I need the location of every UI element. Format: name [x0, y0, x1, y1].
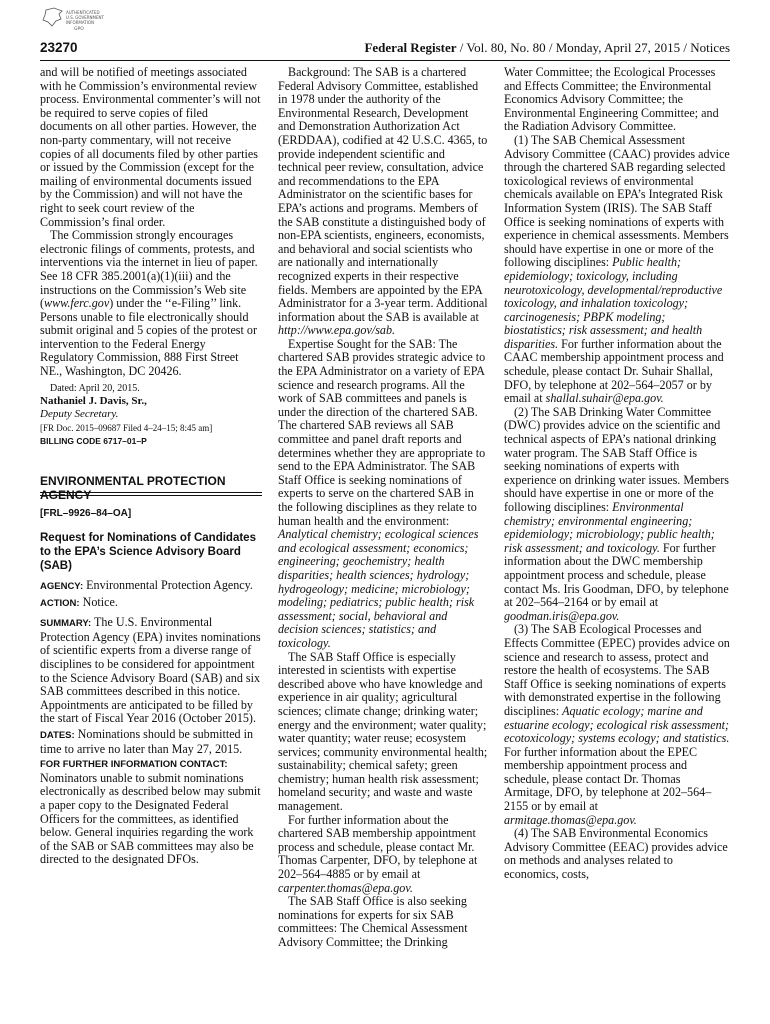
shallal-email[interactable]: shallal.suhair@epa.gov. [545, 391, 664, 406]
ferc-link[interactable]: www.ferc.gov [44, 296, 110, 311]
journal-name: Federal Register [364, 40, 457, 55]
fr-doc-line: [FR Doc. 2015–09687 Filed 4–24–15; 8:45 am] [40, 422, 213, 433]
epec-para: (3) The SAB Ecological Processes and Effects Committee (EPEC) provides advice on science and research to assess, protect and restore the health of ecosystems. The SAB Staff Office is seeking nominations of experts with demonstrated expertise in the following disciplines: Aquatic ecology; marine and estuarine ecology; ecological risk assessment; ecotoxicology; systems ecology; and statistics. For further information about the EPEC membership appointment process and schedule, please contact Dr. Thomas Armitage, DFO, by telephone at 202–564–2155 or by email at armitage.thomas@epa.gov. [504, 622, 730, 827]
c1-para-2: The Commission strongly encourages electronic filings of comments, protests, and interventions via the internet in lieu of paper. See 18 CFR 385.2001(a)(1)(iii) and the instructions on the Commission’s Web site (www.ferc.gov) under the ‘‘e-Filing’’ link. Persons unable to file electronically should submit original and 5 copies of the protest or intervention to the Federal Energy Regulatory Commission, 888 First Street NE., Washington, DC 20426. [40, 228, 258, 379]
armitage-email[interactable]: armitage.thomas@epa.gov. [504, 812, 637, 827]
frl-number: [FRL–9926–84–OA] [40, 508, 132, 520]
logo-line-1: AUTHENTICATED [66, 10, 100, 15]
page-number: 23270 [40, 40, 78, 55]
goodman-email[interactable]: goodman.iris@epa.gov. [504, 608, 620, 623]
logo-line-3: INFORMATION [66, 20, 95, 25]
gpo-authentication-logo [40, 6, 120, 36]
issue-info: / Vol. 80, No. 80 / Monday, April 27, 2015 / Notices [456, 40, 730, 55]
committees-para: The SAB Staff Office is also seeking nominations for experts for six SAB committees: The Chemical Assessment Advisory Committee; the Drinking [278, 894, 468, 949]
section-rule-1 [40, 492, 262, 493]
running-head [364, 40, 730, 56]
contact-para: For further information about the chartered SAB membership appointment process and schedule, please contact Mr. Thomas Carpenter, DFO, by telephone at 202–564–4885 or by email at carpenter.thomas@epa.gov. [278, 812, 478, 895]
caac-para: (1) The SAB Chemical Assessment Advisory Committee (CAAC) provides advice through the chartered SAB regarding selected toxicological reviews of environmental chemicals available on EPA’s Integrated Risk Information System (IRIS). The SAB Staff Office is seeking nominations of experts with experience in chemical assessments. Members should have expertise in one or more of the following disciplines: Public health; epidemiology; toxicology, including neurotoxicology, developmental/reproductive toxicology, and inhalation toxicology; carcinogenesis; PBPK modeling; biostatistics; risk assessment; and health disparities. For further information about the CAAC membership appointment process and schedule, please contact Dr. Suhair Shallal, DFO, by telephone at 202–564–2057 or by email at shallal.suhair@epa.gov. [504, 132, 730, 406]
fic-para: Nominators unable to submit nominations electronically as described below may submit a paper copy to the Designated Federal Officers for the committees, as identified below. General inquiries regarding the work of the SAB or SAB committees may also be directed to the designated DFOs. [40, 770, 261, 867]
section-rule-2 [40, 495, 262, 496]
header-rule [40, 60, 730, 61]
page-header [40, 40, 730, 60]
agency-heading: ENVIRONMENTAL PROTECTION AGENCY [40, 474, 226, 503]
signer-title: Deputy Secretary. [40, 408, 119, 421]
summary-para: SUMMARY: The U.S. Environmental Protection Agency (EPA) invites nominations of scientific experts from a diverse range of disciplines to be considered for appointment to the Science Advisory Board (SAB) and six SAB committees described in this notice. Appointments are anticipated to be filled by the start of Fiscal Year 2016 (October 2015). [40, 615, 261, 726]
c3-para-1: Water Committee; the Ecological Processes and Effects Committee; the Environmental Economics Advisory Committee; the Environmental Engineering Committee; and the Radiation Advisory Committee. [504, 65, 719, 134]
eeac-para: (4) The SAB Environmental Economics Advisory Committee (EEAC) provides advice on methods and analyses related to economics, costs, [504, 826, 728, 882]
billing-code: BILLING CODE 6717–01–P [40, 435, 147, 446]
fic-label: FOR FURTHER INFORMATION CONTACT: [40, 759, 228, 771]
sab-link[interactable]: http://www.epa.gov/sab. [278, 323, 396, 338]
dwc-para: (2) The SAB Drinking Water Committee (DWC) provides advice on the scientific and technical aspects of EPA’s national drinking water program. The SAB Staff Office is seeking nominations of experts with experience on drinking water issues. Members should have expertise in one or more of the following disciplines: Environmental chemistry; environmental engineering; epidemiology; microbiology; public health; risk assessment; and toxicology. For further information about the DWC membership appointment process and schedule, please contact Ms. Iris Goodman, DFO, by telephone at 202–564–2164 or by email at goodman.iris@epa.gov. [504, 404, 730, 623]
notice-title: Request for Nominations of Candidates to the EPA’s Science Advisory Board (SAB) [40, 532, 256, 573]
eagle-emblem [43, 8, 62, 26]
column-3 [504, 66, 730, 882]
column-1 [40, 66, 262, 867]
action-line: ACTION: Notice. [40, 594, 118, 609]
signer-name: Nathaniel J. Davis, Sr., [40, 394, 147, 407]
agency-line: AGENCY: Environmental Protection Agency. [40, 578, 253, 593]
expertise-para: Expertise Sought for the SAB: The chartered SAB provides strategic advice to the EPA Administrator on a variety of EPA science and research programs. All the work of SAB committees and panels is under the direction of the chartered SAB. The chartered SAB reviews all SAB committee and panel draft reports and determines whether they are appropriate to send to the EPA Administrator. The SAB Staff Office is seeking nominations of experts to serve on the chartered SAB in the following disciplines as they relate to human health and the environment: Analytical chemistry; ecological sciences and ecological assessment; economics; engineering; geochemistry; health disparities; health sciences; hydrology; hydrogeology; medicine; microbiology; modeling; pediatrics; public health; risk assessment; social, behavioral and decision sciences; statistics; and toxicology. [278, 336, 486, 650]
column-2 [278, 66, 488, 950]
interest-para: The SAB Staff Office is especially interested in scientists with expertise described above who have knowledge and experience in air quality; agricultural sciences; climate change; drinking water; energy and the environment; water quality; water quantity; water reuse; ecosystem services; community environmental health; sustainability; chemical safety; green chemistry; human health risk assessment; homeland security; and waste and waste management. [278, 649, 488, 814]
carpenter-email[interactable]: carpenter.thomas@epa.gov. [278, 880, 413, 895]
dates-para: DATES: Nominations should be submitted in time to arrive no later than May 27, 2015. [40, 726, 254, 756]
background-para: Background: The SAB is a chartered Federal Advisory Committee, established in 1978 under the authority of the Environmental Research, Development and Demonstration Authorization Act (ERDDAA), codified at 42 U.S.C. 4365, to provide independent scientific and technical peer review, consultation, advice and recommendations to the EPA Administrator on the scientific bases for EPA’s actions and programs. Members of the SAB constitute a distinguished body of non-EPA scientists, engineers, economists, and behavioral and social scientists who are nationally and internationally recognized experts in their respective fields. Members are appointed by the EPA Administrator for a 3-year term. Additional information about the SAB is available at http://www.epa.gov/sab. [278, 65, 488, 338]
dated-line: Dated: April 20, 2015. [50, 382, 140, 394]
logo-line-4: GPO [74, 27, 84, 32]
logo-line-2: U.S. GOVERNMENT [66, 15, 104, 20]
c1-para-1: and will be notified of meetings associated with he Commission’s environmental review process. Environmental commenter’s will not be required to serve copies of filed documents on all other parties. However, the non-party commentary, will not receive copies of all documents filed by other parties or issued by the Commission (except for the mailing of environmental documents issued by the Commission) and will not have the right to seek court review of the Commission’s final order. [40, 65, 261, 229]
